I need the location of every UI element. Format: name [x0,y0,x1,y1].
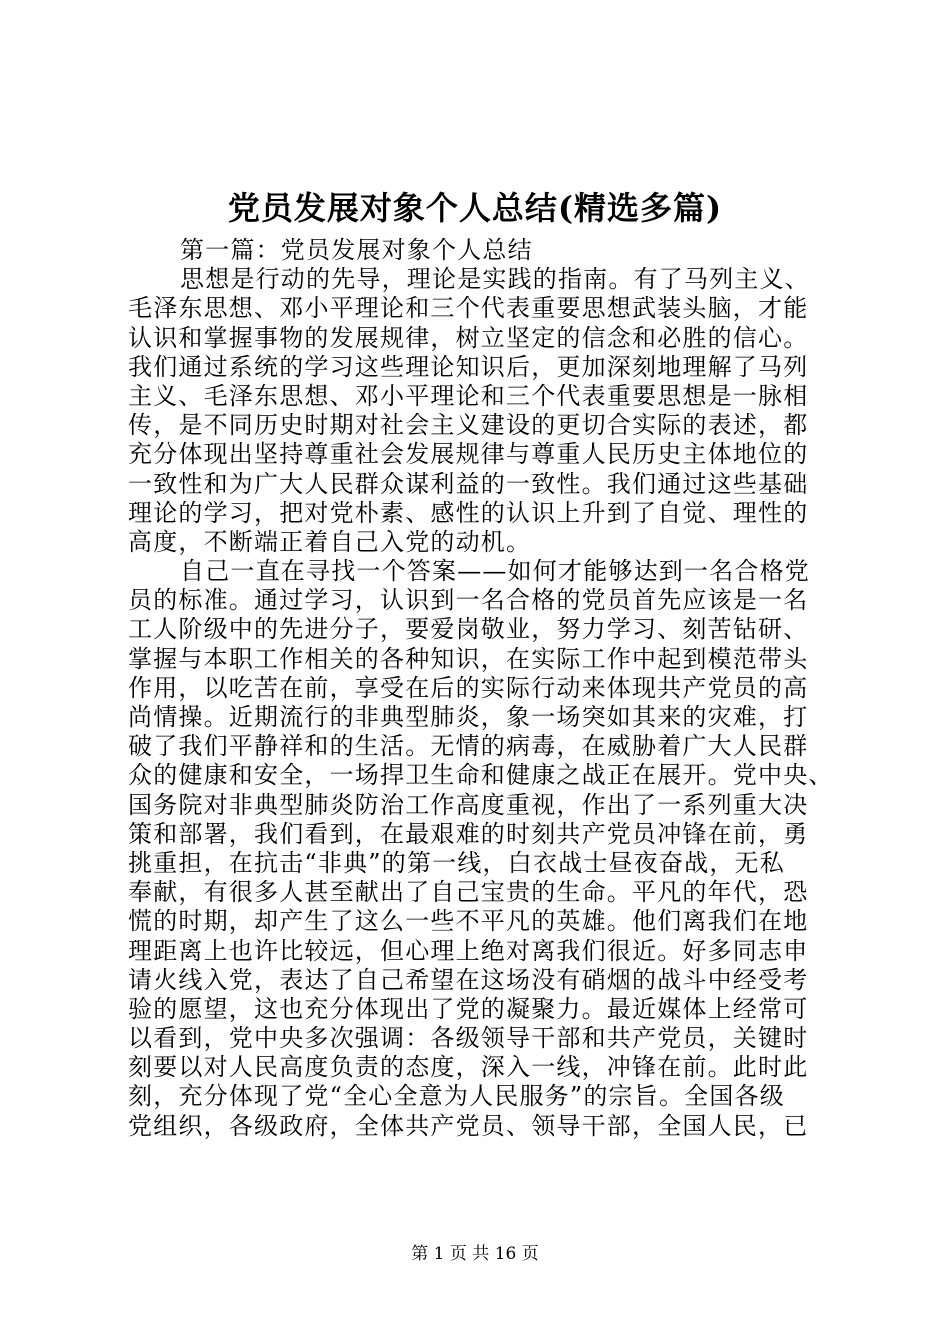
body-line: 我们通过系统的学习这些理论知识后，更加深刻地理解了马列 [128,352,809,381]
body-line: 工人阶级中的先进分子，要爱岗敬业，努力学习、刻苦钻研、 [128,615,809,644]
body-line: 请火线入党，表达了自己希望在这场没有硝烟的战斗中经受考 [128,965,809,994]
body-line: 慌的时期，却产生了这么一些不平凡的英雄。他们离我们在地 [128,907,809,936]
body-line: 理论的学习，把对党朴素、感性的认识上升到了自觉、理性的 [128,498,809,527]
body-line: 作用，以吃苦在前，享受在后的实际行动来体现共产党员的高 [128,673,809,702]
body-line: 挑重担，在抗击“非典”的第一线，白衣战士昼夜奋战，无私 [128,848,785,877]
body-line: 刻要以对人民高度负责的态度，深入一线，冲锋在前。此时此 [128,1053,809,1082]
body-line: 高度，不断端正着自己入党的动机。 [128,527,532,556]
body-line: 第一篇：党员发展对象个人总结 [180,236,533,264]
body-line: 认识和掌握事物的发展规律，树立坚定的信念和必胜的信心。 [128,323,809,352]
body-line: 尚情操。近期流行的非典型肺炎，象一场突如其来的灾难，打 [128,703,809,731]
body-line: 破了我们平静祥和的生活。无情的病毒，在威胁着广大人民群 [128,732,809,761]
body-line: 国务院对非典型肺炎防治工作高度重视，作出了一系列重大决 [128,790,809,819]
body-line: 理距离上也许比较远，但心理上绝对离我们很近。好多同志申 [128,936,809,965]
body-line: 党组织，各级政府，全体共产党员、领导干部，全国人民，已 [128,1111,809,1140]
body-line: 充分体现出坚持尊重社会发展规律与尊重人民历史主体地位的 [128,440,809,469]
page-footer: 第 1 页 共 16 页 [411,1244,539,1264]
body-line: 奉献，有很多人甚至献出了自己宝贵的生命。平凡的年代，恐 [128,878,809,907]
body-line: 刻，充分体现了党“全心全意为人民服务”的宗旨。全国各级 [128,1082,785,1111]
body-line: 策和部署，我们看到，在最艰难的时刻共产党员冲锋在前，勇 [128,819,809,848]
body-line: 掌握与本职工作相关的各种知识，在实际工作中起到模范带头 [128,644,809,673]
body-line: 思想是行动的先导，理论是实践的指南。有了马列主义、 [180,265,810,294]
body-line: 毛泽东思想、邓小平理论和三个代表重要思想武装头脑，才能 [128,294,809,323]
document-body [128,236,832,1141]
body-line: 主义、毛泽东思想、邓小平理论和三个代表重要思想是一脉相 [128,381,809,410]
body-line: 传，是不同历史时期对社会主义建设的更切合实际的表述，都 [128,411,809,440]
body-line: 员的标准。通过学习，认识到一名合格的党员首先应该是一名 [128,586,809,615]
body-line: 众的健康和安全，一场捍卫生命和健康之战正在展开。党中央、 [128,761,834,790]
body-line: 验的愿望，这也充分体现出了党的凝聚力。最近媒体上经常可 [128,994,809,1023]
body-line: 以看到，党中央多次强调：各级领导干部和共产党员，关键时 [128,1024,809,1053]
body-line: 一致性和为广大人民群众谋利益的一致性。我们通过这些基础 [128,469,809,498]
body-line: 自己一直在寻找一个答案——如何才能够达到一名合格党 [180,557,810,586]
document-title: 党员发展对象个人总结(精选多篇) [227,189,723,227]
